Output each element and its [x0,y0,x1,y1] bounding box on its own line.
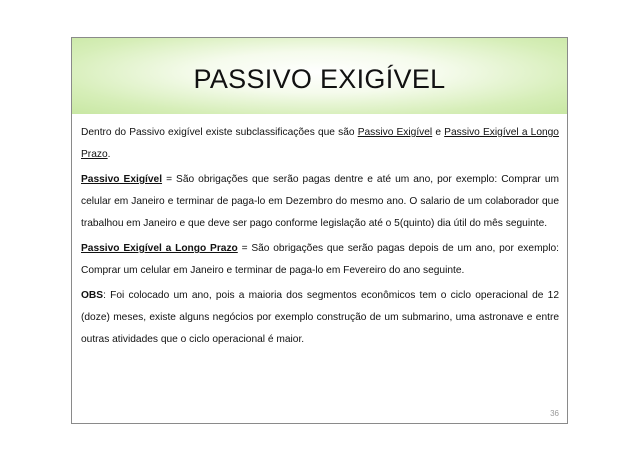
definition-term-2: Passivo Exigível a Longo Prazo [81,243,238,254]
term-passivo-longo-prazo: Passivo Exigível a Longo Prazo [81,127,559,160]
definition-text-2: = São obrigações que serão pagas depois de um ano, por exemplo: Comprar um celular em Janeiro e terminar de paga-lo em Fevereiro do ano seguinte. [81,243,559,276]
intro-text-1: Dentro do Passivo exigível existe subclassificações que são [81,127,358,138]
slide [71,37,568,424]
paragraph-passivo-exigivel [81,169,559,235]
paragraph-longo-prazo [81,238,559,282]
term-passivo-exigivel: Passivo Exigível [357,127,433,138]
title-banner [72,38,567,114]
page-number: 36 [550,409,559,418]
obs-text: : Foi colocado um ano, pois a maioria dos segmentos econômicos tem o ciclo operacional de 12 (doze) meses, existe alguns negócios por exemplo construção de um submarino, uma astronave e entre outras atividades que o ciclo operacional é maior. [81,290,559,345]
obs-label: OBS [81,290,104,301]
definition-term-1: Passivo Exigível [81,174,163,185]
intro-text-3: . [107,149,111,160]
paragraph-obs [81,285,559,351]
intro-text-2: e [432,127,445,138]
slide-title: PASSIVO EXIGÍVEL [193,63,446,94]
slide-body [81,122,559,354]
paragraph-intro [81,122,559,166]
definition-text-1: = São obrigações que serão pagas dentre e até um ano, por exemplo: Comprar um celular em Janeiro e terminar de paga-lo em Dezembro do mesmo ano. O salario de um colaborador que trabalhou em Janeiro e que deve ser pago conforme legislação até o 5(quinto) dia útil do mês seguinte. [81,174,559,229]
